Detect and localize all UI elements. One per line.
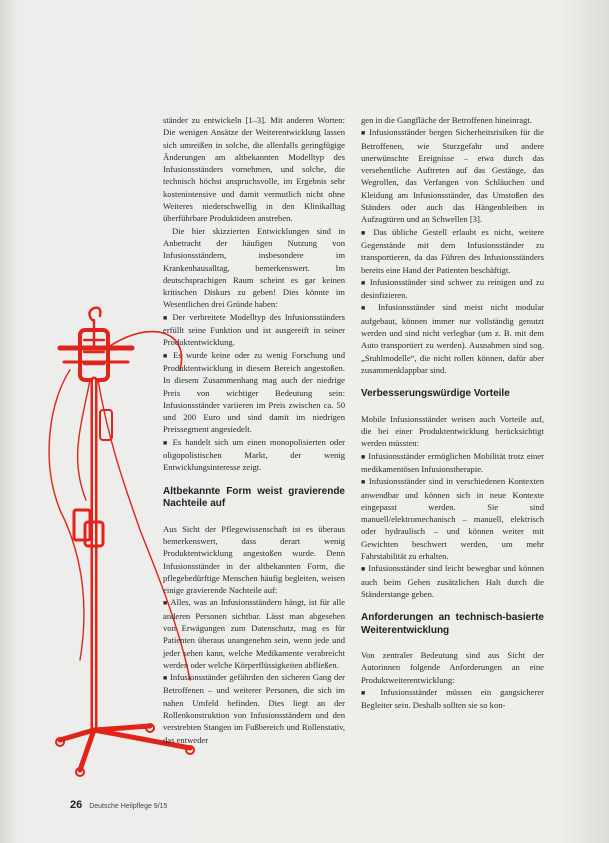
section-heading-altbekannte-form: Altbekannte Form weist gravierende Nachteile auf xyxy=(163,485,345,510)
bullet-paragraph: ■ Infusionsständer sind in verschiedenen Kontexten anwendbar und können sich in neue Kontexte eingepasst werden. Sie sind manuell/elektromechanisch – manuell, elektrisch oder hydraulisch – und können weiter mit Gewichten beschwert werden, um mehr Fahrstabilität zu erhalten. xyxy=(361,475,544,562)
bullet-paragraph: ■ Es handelt sich um einen monopolisierten oder oligopolistischen Markt, der wenig Entwicklungsinteresse zeigt. xyxy=(163,436,345,474)
bullet-paragraph: ■ Das übliche Gestell erlaubt es nicht, weitere Gegenstände mit dem Infusionsständer zu transportieren, da das Führen des Infusionsständers bereits eine Hand der Patienten beschäftigt. xyxy=(361,226,544,276)
body-paragraph: gen in die Gangfläche der Betroffenen hineinragt. xyxy=(361,115,532,125)
body-paragraph: ständer zu entwickeln [1–3]. Mit anderen Worten: Die wenigen Ansätze der Weiterentwicklung lassen sich umreißen in solche, die allenfalls geringfügige Änderungen am altbekannten Modelltyp des Infusionsständers vornehmen, und solche, die technisch höchst anspruchsvolle, im Ergebnis sehr kostenintensive und damit vermutlich nicht ohne Weiteres niederschwellig in den Klinikalltag überführbare Produktideen anstreben. xyxy=(163,115,345,224)
left-paragraph-group-1 xyxy=(163,114,345,474)
right-paragraph-group-1 xyxy=(361,114,544,376)
bullet-paragraph: ■ Infusionsständer bergen Sicherheitsrisiken für die Betroffenen, wie Sturzgefahr und andere unerwünschte Ereignisse – etwa durch das versehentliche Auftreten auf das Gestänge, das Wegrollen, das Verfangen von Schläuchen und Kleidung am Infusionsständer, das Umstoßen des Ständers oder auch das Hängenbleiben in Aufzugtüren und an Schwellen [3]. xyxy=(361,126,544,225)
right-text-column xyxy=(361,114,544,712)
journal-name: Deutsche Heilpflege 9/15 xyxy=(89,803,168,810)
body-paragraph: Von zentraler Bedeutung sind aus Sicht der Autorinnen folgende Anforderungen an eine Produktweiterentwicklung: xyxy=(361,650,544,685)
body-paragraph: Die hier skizzierten Entwicklungen sind in Anbetracht der häufigen Nutzung von Infusionsständern, insbesondere im Krankenhausalltag, bemerkenswert. Im deutschsprachigen Raum scheint es gar keinen kritischen Diskurs zu geben! Dies könnte im Wesentlichen drei Gründe haben: xyxy=(163,225,345,310)
right-paragraph-group-3 xyxy=(361,649,544,711)
bullet-paragraph: ■ Infusionsständer sind leicht bewegbar und können auch beim Gehen zusätzlichen Halt durch die Ständerstange geben. xyxy=(361,562,544,600)
page-number: 26 xyxy=(70,799,83,811)
bullet-paragraph: ■ Infusionsständer gefährden den sicheren Gang der Betroffenen – und weiterer Personen, die sich im nahen Umfeld befinden. Dies liegt an der Rollenkonstruktion von Infusionsständern und den verstrebten Stangen im Fußbereich und Rollenstativ, das entweder xyxy=(163,671,345,746)
bullet-paragraph: ■ Es wurde keine oder zu wenig Forschung und Produktentwicklung in diesem Bereich angestoßen. In diesem Zusammenhang mag auch der niedrige Preis von wichtiger Bedeutung sein: Infusionsständer variieren im Preis zwischen ca. 50 und 200 Euro und sind damit im niedrigen Preissegment angesiedelt. xyxy=(163,349,345,436)
page-footer xyxy=(70,799,167,811)
section-heading-verbesserungswuerdige-vorteile: Verbesserungswürdige Vorteile xyxy=(361,388,510,400)
bullet-paragraph: ■ Infusionsständer müssen ein gangsicherer Begleiter sein. Deshalb sollten sie so kon- xyxy=(361,686,544,712)
bullet-paragraph: ■ Infusionsständer sind schwer zu reinigen und zu desinfizieren. xyxy=(361,276,544,302)
left-text-column xyxy=(163,114,345,746)
body-paragraph: Aus Sicht der Pflegewissenschaft ist es überaus bemerkenswert, dass derart wenig Produktentwicklung angestoßen wurde. Denn Infusionsständer in der altbekannten Form, die pflegebedürftige Menschen häufig begleiten, weisen einige gravierende Nachteile auf: xyxy=(163,523,345,596)
right-paragraph-group-2 xyxy=(361,413,544,600)
bullet-paragraph: ■ Infusionsständer ermöglichen Mobilität trotz einer medikamentösen Infusionstherapie. xyxy=(361,450,544,476)
bullet-paragraph: ■ Alles, was an Infusionsständern hängt, ist für alle anderen Personen sichtbar. Lässt man abgesehen von Erwägungen zum Datenschutz, mag es für Patienten überaus unangenehm sein, wenn jede und jeder sehen kann, welche Medikamente verabreicht werden oder welche Körperflüssigkeiten abfließen. xyxy=(163,596,345,671)
bullet-paragraph: ■ Der verbreitete Modelltyp des Infusionsständers erfüllt seine Funktion und ist ausgereift in seiner Produktentwicklung. xyxy=(163,311,345,349)
left-paragraph-group-2 xyxy=(163,523,345,746)
bullet-paragraph: ■ Infusionsständer sind meist nicht modular aufgebaut, können immer nur vollständig genutzt werden und sind nicht verlegbar (um z. B. mit dem Auto transportiert zu werden). Ausnahmen sind sog. „Stuhlmodelle“, die nicht rollen können, dafür aber zusammenklappbar sind. xyxy=(361,301,544,376)
body-paragraph: Mobile Infusionsständer weisen auch Vorteile auf, die bei einer Produktentwicklung berücksichtigt werden müssten: xyxy=(361,413,544,449)
section-heading-anforderungen: Anforderungen an technisch-basierte Weiterentwicklung xyxy=(361,612,544,636)
hook-shape xyxy=(89,308,100,320)
